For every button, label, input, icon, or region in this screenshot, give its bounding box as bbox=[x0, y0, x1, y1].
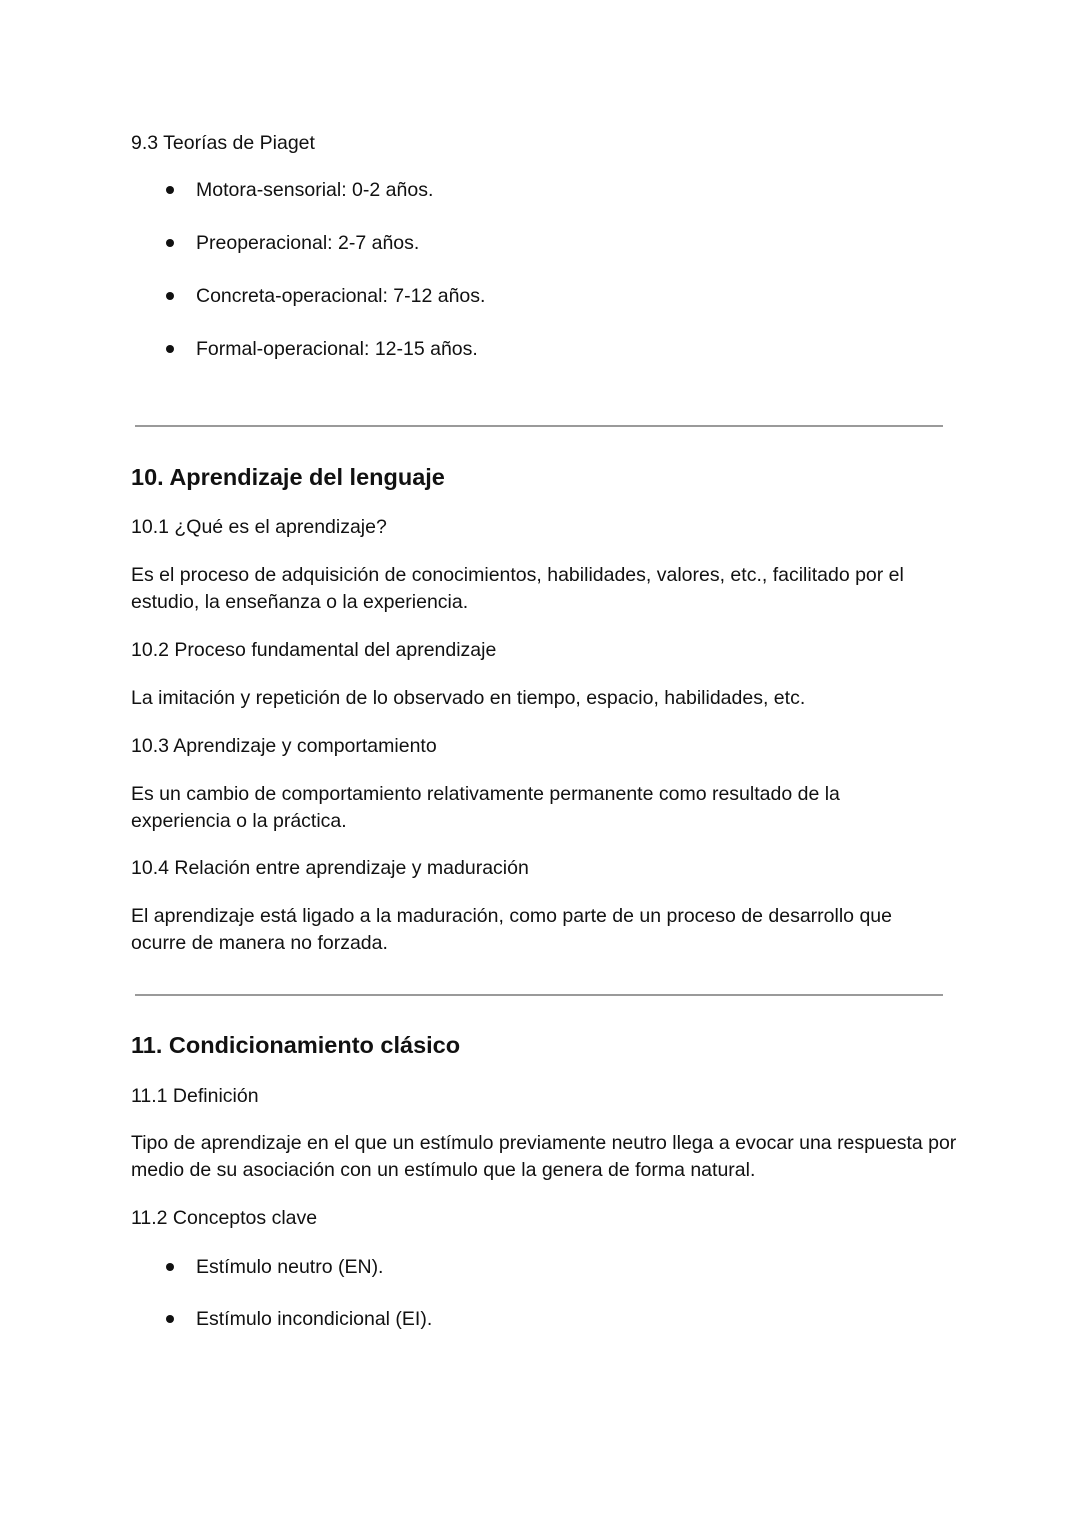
subsection-title-10-1: 10.1 ¿Qué es el aprendizaje? bbox=[131, 516, 387, 538]
bullet-icon bbox=[166, 186, 174, 194]
bullet-icon bbox=[166, 239, 174, 247]
paragraph-11-1: Tipo de aprendizaje en el que un estímulo previamente neutro llega a evocar una respuesta por medio de su asociación con un estímulo que la genera de forma natural. bbox=[131, 1132, 957, 1181]
paragraph-10-2: La imitación y repetición de lo observado en tiempo, espacio, habilidades, etc. bbox=[131, 687, 806, 709]
list-item-text: Formal-operacional: 12-15 años. bbox=[196, 338, 478, 360]
bullet-icon bbox=[166, 345, 174, 353]
section-heading-10: 10. Aprendizaje del lenguaje bbox=[131, 464, 445, 490]
list-item-text: Motora-sensorial: 0-2 años. bbox=[196, 179, 434, 201]
list-item-text: Estímulo neutro (EN). bbox=[196, 1256, 384, 1278]
paragraph-10-4: El aprendizaje está ligado a la maduración, como parte de un proceso de desarrollo que ocurre de manera no forzada. bbox=[131, 905, 892, 954]
bullet-icon bbox=[166, 292, 174, 300]
subsection-title-11-2: 11.2 Conceptos clave bbox=[131, 1207, 318, 1229]
section-heading-11: 11. Condicionamiento clásico bbox=[131, 1032, 461, 1058]
horizontal-divider bbox=[135, 425, 943, 427]
list-item-text: Concreta-operacional: 7-12 años. bbox=[196, 285, 486, 307]
bullet-icon bbox=[166, 1315, 174, 1323]
subsection-title-10-4: 10.4 Relación entre aprendizaje y maduración bbox=[131, 857, 529, 879]
subsection-title-10-3: 10.3 Aprendizaje y comportamiento bbox=[131, 735, 437, 757]
subsection-title-10-2: 10.2 Proceso fundamental del aprendizaje bbox=[131, 639, 497, 661]
list-item-text: Preoperacional: 2-7 años. bbox=[196, 232, 420, 254]
bullet-icon bbox=[166, 1263, 174, 1271]
horizontal-divider bbox=[135, 994, 943, 996]
subsection-title-11-1: 11.1 Definición bbox=[131, 1085, 259, 1107]
paragraph-10-1: Es el proceso de adquisición de conocimientos, habilidades, valores, etc., facilitado por el estudio, la enseñanza o la experiencia. bbox=[131, 564, 904, 613]
list-item-text: Estímulo incondicional (EI). bbox=[196, 1308, 433, 1330]
paragraph-10-3: Es un cambio de comportamiento relativamente permanente como resultado de la experiencia o la práctica. bbox=[131, 783, 840, 832]
subsection-title-9-3: 9.3 Teorías de Piaget bbox=[131, 132, 315, 154]
